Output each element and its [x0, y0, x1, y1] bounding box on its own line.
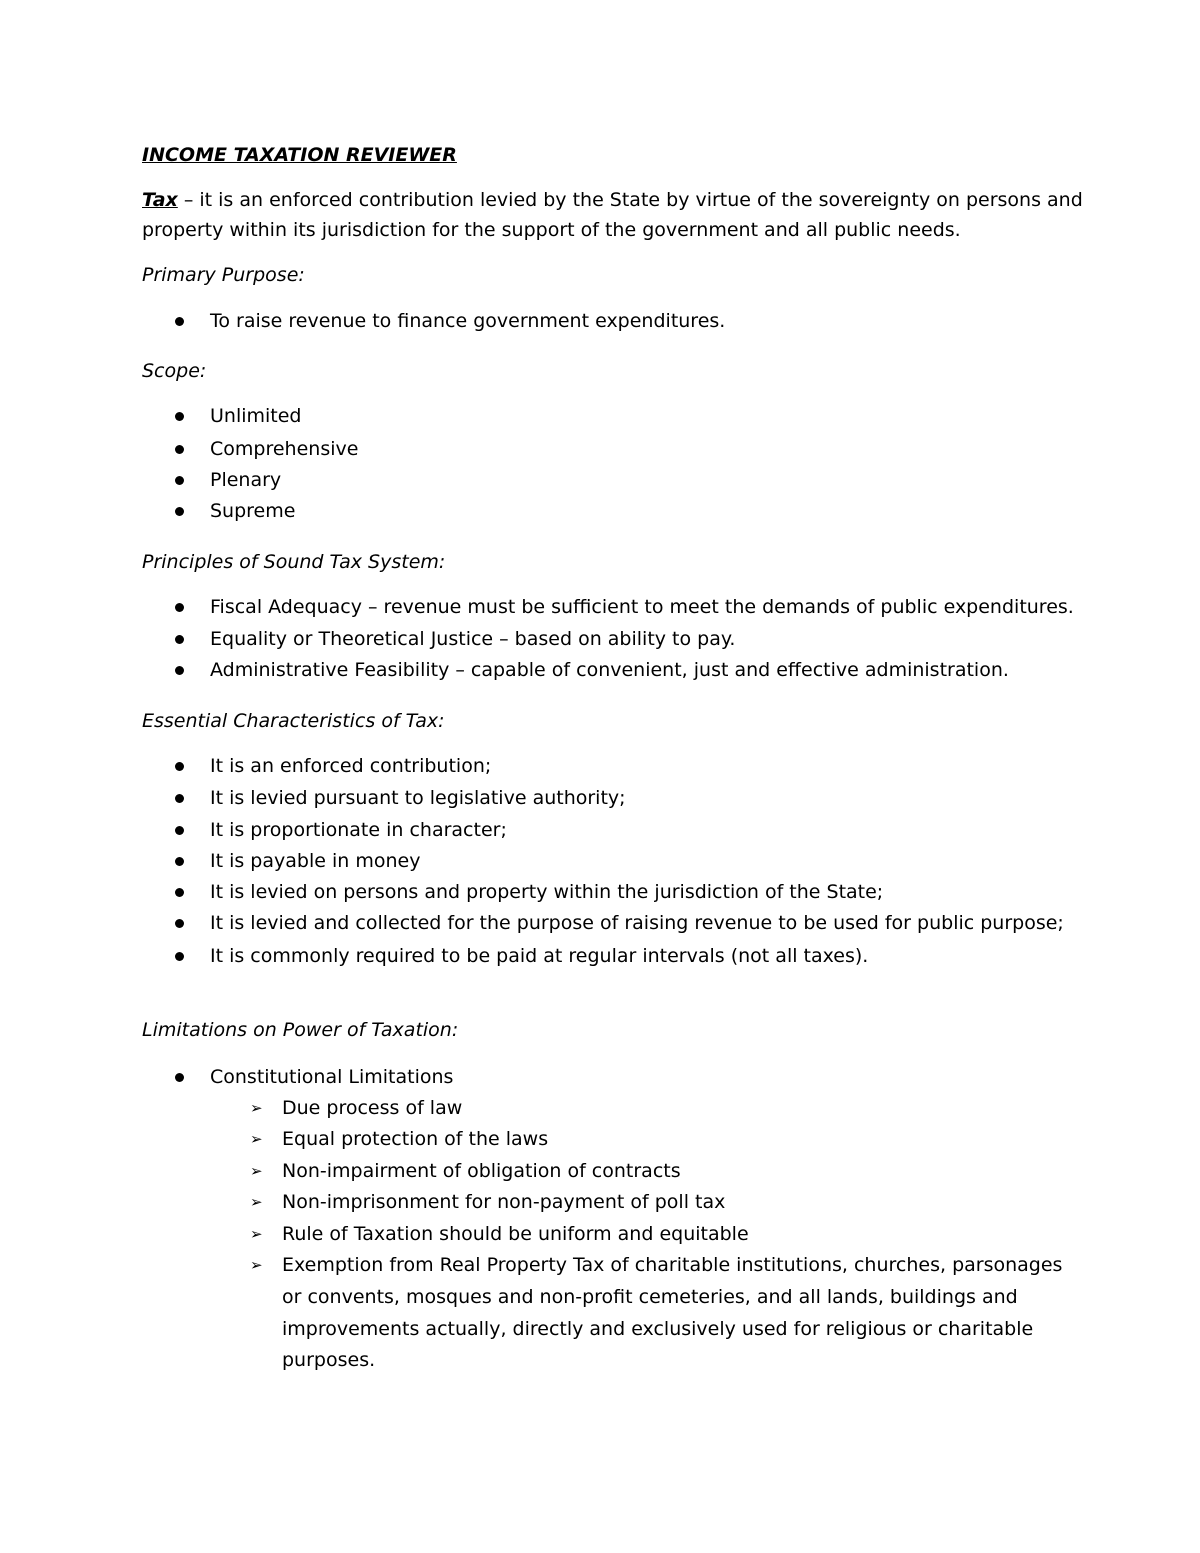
- list-item: To raise revenue to finance government expenditures.: [0, 309, 1200, 333]
- sub-list-item: ➢ Non-impairment of obligation of contracts: [250, 1160, 681, 1182]
- list-item: Supreme: [0, 499, 1200, 523]
- list-item: Fiscal Adequacy – revenue must be sufficient to meet the demands of public expenditures.: [0, 595, 1200, 619]
- tax-term: Tax: [142, 189, 178, 211]
- sub-list-item-continuation: or convents, mosques and non-profit cemeteries, and all lands, buildings and: [282, 1286, 1018, 1308]
- bullet-icon: [175, 1073, 184, 1082]
- list-item: It is levied pursuant to legislative authority;: [0, 786, 1200, 810]
- list-item: It is an enforced contribution;: [0, 754, 1200, 778]
- list-item: It is levied on persons and property within the jurisdiction of the State;: [0, 880, 1200, 904]
- bullet-icon: [175, 666, 184, 675]
- sub-list-item: ➢ Rule of Taxation should be uniform and equitable: [250, 1223, 749, 1245]
- bullet-icon: [175, 857, 184, 866]
- arrow-bullet-icon: ➢: [250, 1099, 263, 1117]
- sub-list-item: ➢ Exemption from Real Property Tax of charitable institutions, churches, parsonages: [250, 1254, 1063, 1276]
- bullet-icon: [175, 794, 184, 803]
- tax-definition-line-1: [142, 188, 1083, 212]
- tax-definition-text: – it is an enforced contribution levied by the State by virtue of the sovereignty on persons and: [177, 189, 1083, 211]
- list-item: Administrative Feasibility – capable of convenient, just and effective administration.: [0, 658, 1200, 682]
- bullet-icon: [175, 476, 184, 485]
- principles-heading: Principles of Sound Tax System:: [142, 551, 446, 573]
- arrow-bullet-icon: ➢: [250, 1256, 263, 1274]
- list-item: Unlimited: [0, 404, 1200, 428]
- bullet-icon: [175, 317, 184, 326]
- sub-list-item: ➢ Non-imprisonment for non-payment of poll tax: [250, 1191, 726, 1213]
- list-item: Constitutional Limitations: [0, 1065, 1200, 1089]
- characteristics-heading: Essential Characteristics of Tax:: [142, 710, 445, 732]
- arrow-bullet-icon: ➢: [250, 1193, 263, 1211]
- list-item: Equality or Theoretical Justice – based on ability to pay.: [0, 627, 1200, 651]
- list-item: Plenary: [0, 468, 1200, 492]
- list-item: It is levied and collected for the purpose of raising revenue to be used for public purpose;: [0, 911, 1200, 935]
- bullet-icon: [175, 888, 184, 897]
- arrow-bullet-icon: ➢: [250, 1225, 263, 1243]
- arrow-bullet-icon: ➢: [250, 1130, 263, 1148]
- scope-heading: Scope:: [142, 360, 207, 382]
- bullet-icon: [175, 826, 184, 835]
- sub-list-item-continuation: purposes.: [282, 1349, 376, 1371]
- sub-list-item: ➢ Equal protection of the laws: [250, 1128, 549, 1150]
- tax-definition-line-2: property within its jurisdiction for the support of the government and all public needs.: [142, 219, 961, 241]
- sub-list-item-continuation: improvements actually, directly and exclusively used for religious or charitable: [282, 1318, 1034, 1340]
- bullet-icon: [175, 445, 184, 454]
- list-item: It is payable in money: [0, 849, 1200, 873]
- arrow-bullet-icon: ➢: [250, 1162, 263, 1180]
- bullet-icon: [175, 762, 184, 771]
- bullet-icon: [175, 412, 184, 421]
- bullet-icon: [175, 603, 184, 612]
- bullet-icon: [175, 919, 184, 928]
- list-item: It is proportionate in character;: [0, 818, 1200, 842]
- bullet-icon: [175, 507, 184, 516]
- bullet-icon: [175, 952, 184, 961]
- limitations-heading: Limitations on Power of Taxation:: [142, 1019, 459, 1041]
- page-title: INCOME TAXATION REVIEWER: [142, 144, 457, 166]
- list-item: Comprehensive: [0, 437, 1200, 461]
- bullet-icon: [175, 635, 184, 644]
- list-item: It is commonly required to be paid at regular intervals (not all taxes).: [0, 944, 1200, 968]
- primary-purpose-heading: Primary Purpose:: [142, 264, 305, 286]
- sub-list-item: ➢ Due process of law: [250, 1097, 463, 1119]
